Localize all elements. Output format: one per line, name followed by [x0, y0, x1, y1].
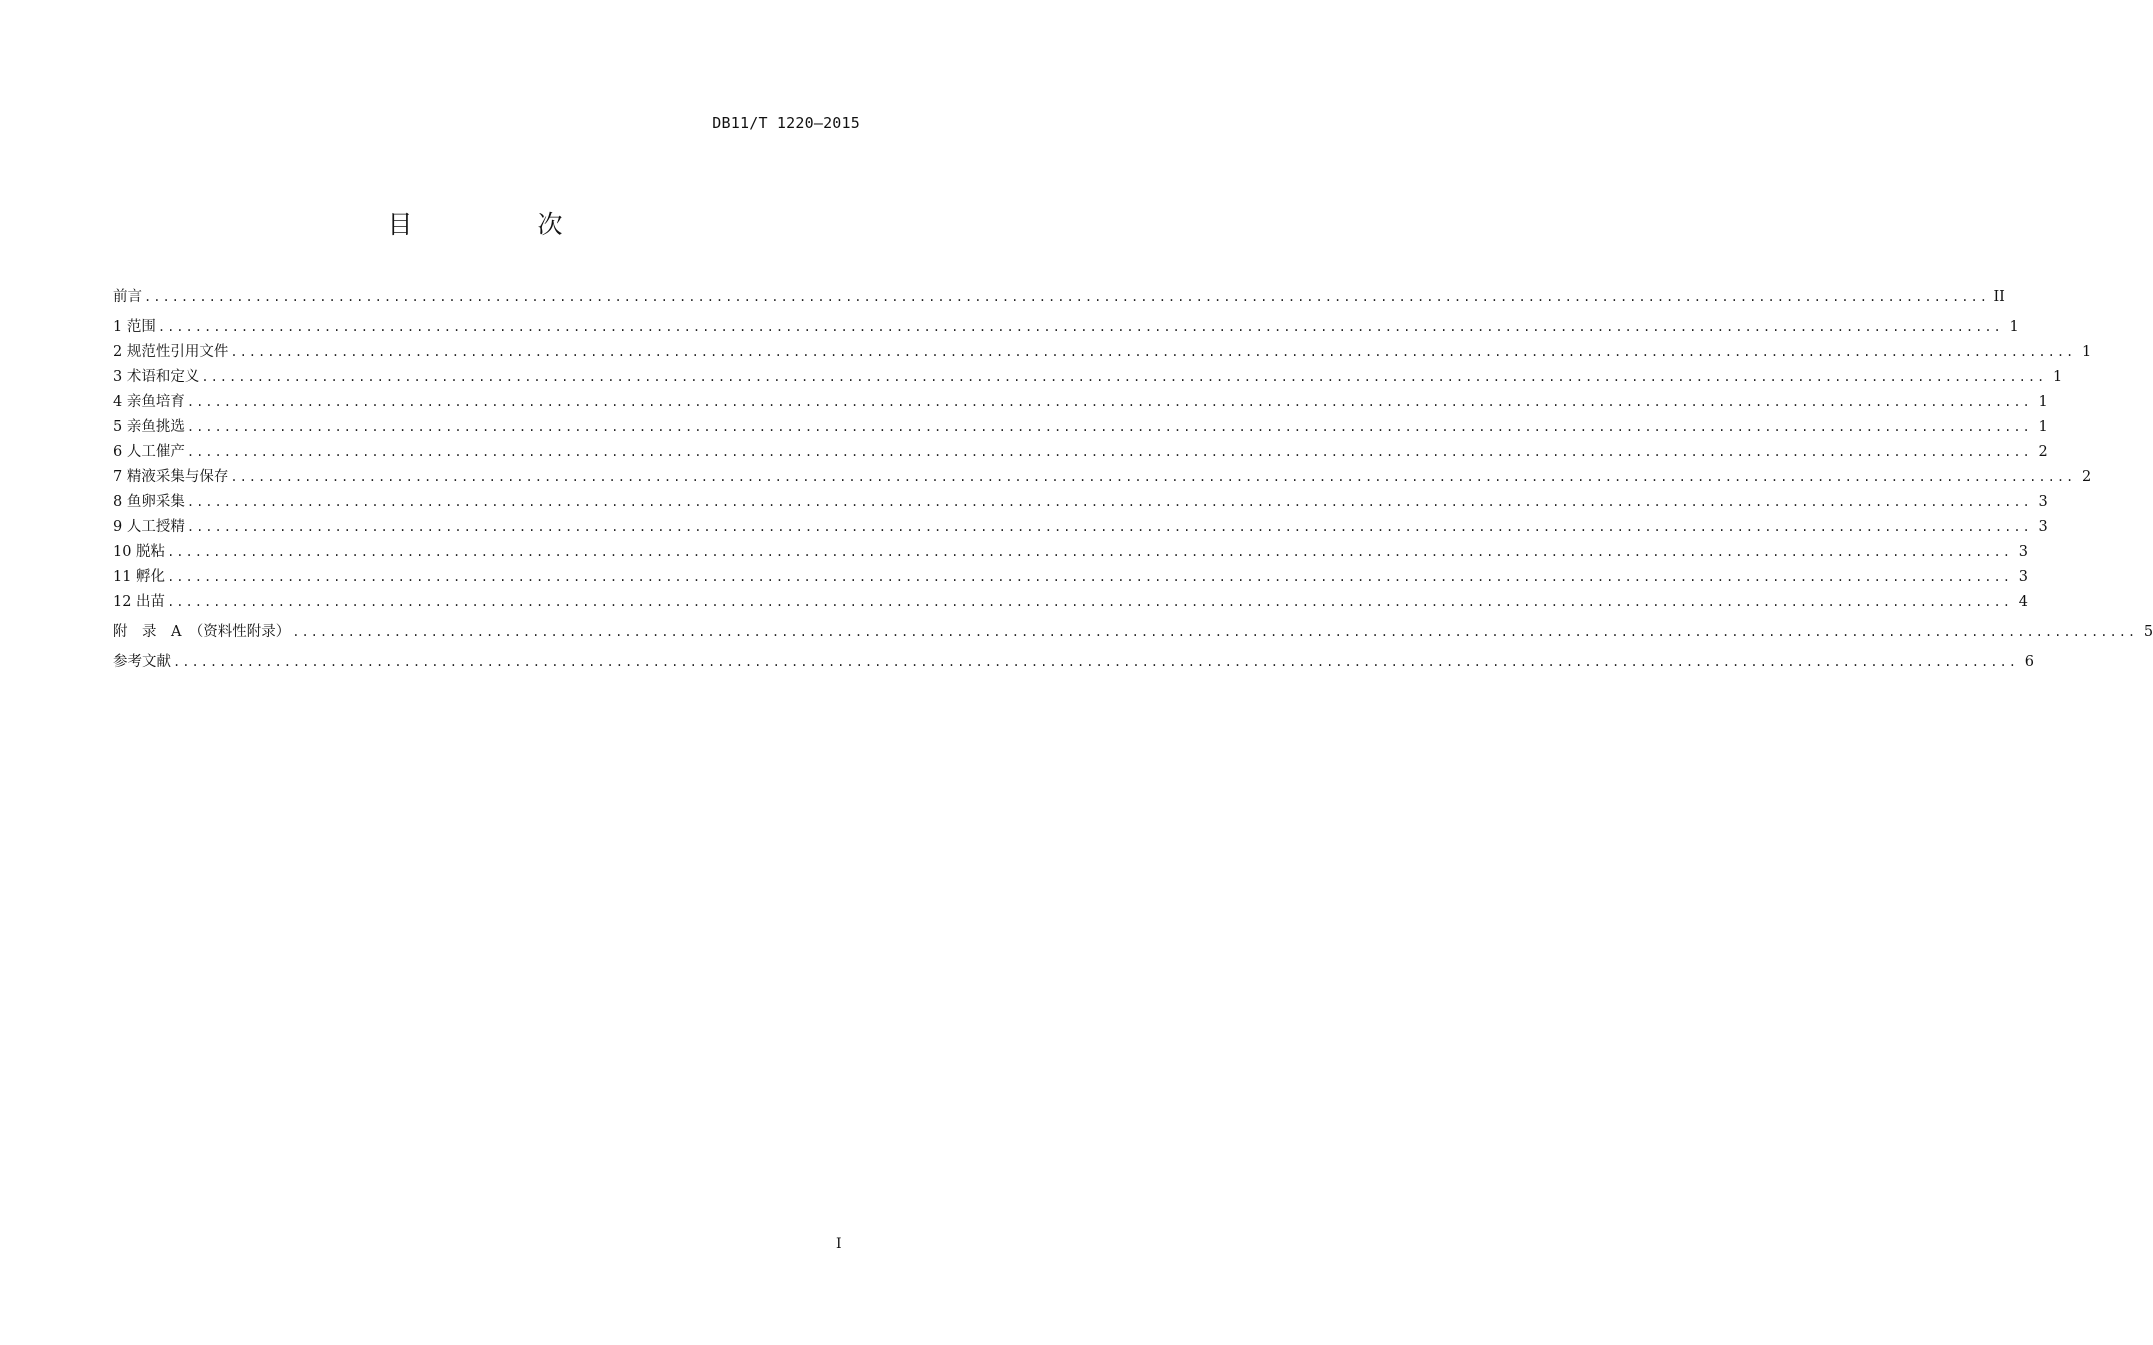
- toc-entry-terms-definitions[interactable]: [113, 365, 2063, 390]
- toc-entry-foreword[interactable]: [113, 285, 2005, 310]
- toc-entry-label: 5 亲鱼挑选: [113, 419, 185, 435]
- toc-leader-dots: ........................................................................................................................................................................................................: [186, 520, 2032, 534]
- toc-entry-page: 1: [2053, 369, 2063, 385]
- toc-entry-page: 3: [2018, 544, 2028, 560]
- toc-entry-broodstock-rearing[interactable]: [113, 390, 2048, 415]
- toc-entry-broodstock-selection[interactable]: [113, 415, 2048, 440]
- toc-entry-page: 5: [2143, 624, 2153, 640]
- toc-entry-label: 1 范围: [113, 319, 156, 335]
- toc-entry-page: 1: [2082, 344, 2092, 360]
- standard-number: DB11/T 1220—2015: [712, 114, 860, 132]
- page-number: I: [836, 1236, 842, 1252]
- toc-title: 目 次: [387, 210, 613, 239]
- toc-entry-normative-references[interactable]: [113, 340, 2092, 365]
- toc-entry-egg-collection[interactable]: [113, 490, 2048, 515]
- toc-entry-induced-spawning[interactable]: [113, 440, 2048, 465]
- toc-entry-page: II: [1993, 289, 2005, 305]
- toc-leader-dots: ........................................................................................................................................................................................................: [186, 395, 2032, 409]
- toc-leader-dots: ........................................................................................................................................................................................................: [167, 595, 2012, 609]
- toc-leader-dots: ........................................................................................................................................................................................................: [157, 320, 2003, 334]
- toc-entry-page: 1: [2038, 394, 2048, 410]
- toc-leader-dots: ........................................................................................................................................................................................................: [167, 545, 2012, 559]
- toc-entry-label: 8 鱼卵采集: [113, 494, 185, 510]
- toc-leader-dots: ........................................................................................................................................................................................................: [144, 290, 1989, 304]
- toc-entry-page: 2: [2082, 469, 2092, 485]
- toc-entry-page: 2: [2038, 444, 2048, 460]
- toc-entry-fry-release[interactable]: [113, 590, 2028, 615]
- toc-entry-label: 前言: [113, 289, 142, 305]
- toc-leader-dots: ........................................................................................................................................................................................................: [186, 445, 2032, 459]
- toc-leader-dots: ........................................................................................................................................................................................................: [230, 345, 2076, 359]
- toc-leader-dots: ........................................................................................................................................................................................................: [167, 570, 2012, 584]
- toc-entry-appendix-a[interactable]: [113, 620, 2153, 645]
- toc-entry-label: 11 孵化: [113, 569, 166, 585]
- toc-entry-semen-collection[interactable]: [113, 465, 2092, 490]
- toc-entry-label: 参考文献: [113, 654, 171, 670]
- toc-entry-label: 2 规范性引用文件: [113, 344, 229, 360]
- toc-leader-dots: ........................................................................................................................................................................................................: [292, 625, 2138, 639]
- toc-leader-dots: ........................................................................................................................................................................................................: [173, 655, 2018, 669]
- toc-entry-page: 6: [2024, 654, 2034, 670]
- toc-entry-label: 附 录 A （资料性附录）: [113, 624, 291, 640]
- toc-entry-page: 3: [2018, 569, 2028, 585]
- toc-entry-label: 7 精液采集与保存: [113, 469, 229, 485]
- toc-entry-label: 9 人工授精: [113, 519, 185, 535]
- toc-entry-page: 3: [2038, 494, 2048, 510]
- toc-leader-dots: ........................................................................................................................................................................................................: [201, 370, 2047, 384]
- toc-leader-dots: ........................................................................................................................................................................................................: [186, 495, 2032, 509]
- toc-entry-label: 6 人工催产: [113, 444, 185, 460]
- toc-entry-incubation[interactable]: [113, 565, 2028, 590]
- toc-entry-page: 1: [2009, 319, 2019, 335]
- toc-leader-dots: ........................................................................................................................................................................................................: [186, 420, 2032, 434]
- toc-entry-label: 12 出苗: [113, 594, 166, 610]
- table-of-contents: [113, 285, 2153, 675]
- toc-entry-scope[interactable]: [113, 315, 2019, 340]
- toc-entry-artificial-insemination[interactable]: [113, 515, 2048, 540]
- toc-entry-page: 1: [2038, 419, 2048, 435]
- toc-entry-page: 3: [2038, 519, 2048, 535]
- toc-leader-dots: ........................................................................................................................................................................................................: [230, 470, 2076, 484]
- toc-entry-label: 3 术语和定义: [113, 369, 200, 385]
- toc-entry-bibliography[interactable]: [113, 650, 2034, 675]
- toc-entry-label: 4 亲鱼培育: [113, 394, 185, 410]
- toc-entry-label: 10 脱粘: [113, 544, 166, 560]
- toc-entry-de-adhesion[interactable]: [113, 540, 2028, 565]
- toc-entry-page: 4: [2018, 594, 2028, 610]
